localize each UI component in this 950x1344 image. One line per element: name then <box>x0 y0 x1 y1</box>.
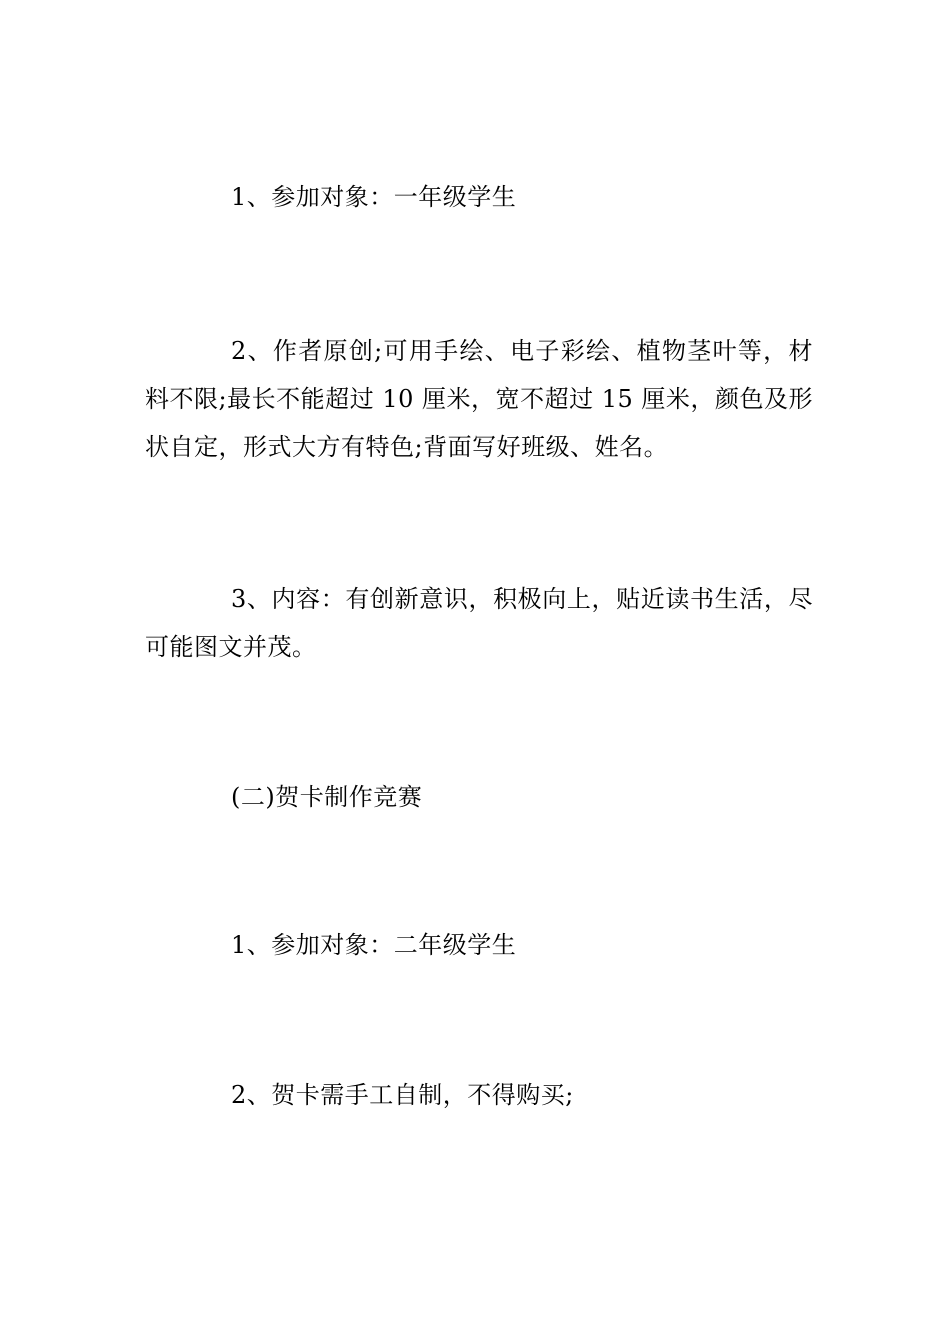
paragraph-participants-grade-2: 1、参加对象：二年级学生 <box>231 931 517 959</box>
paragraph-handmade-card-rule: 2、贺卡需手工自制，不得购买; <box>231 1081 574 1109</box>
paragraph-participants-grade-1: 1、参加对象：一年级学生 <box>231 183 517 211</box>
paragraph-content-requirements: 3、内容：有创新意识，积极向上，贴近读书生活，尽可能图文并茂。 <box>145 585 813 661</box>
section-heading-greeting-card-contest: (二)贺卡制作竞赛 <box>231 783 423 811</box>
paragraph-original-work-requirements: 2、作者原创;可用手绘、电子彩绘、植物茎叶等，材料不限;最长不能超过 10 厘米，宽不超过 15 厘米，颜色及形状自定，形式大方有特色;背面写好班级、姓名。 <box>145 337 813 461</box>
